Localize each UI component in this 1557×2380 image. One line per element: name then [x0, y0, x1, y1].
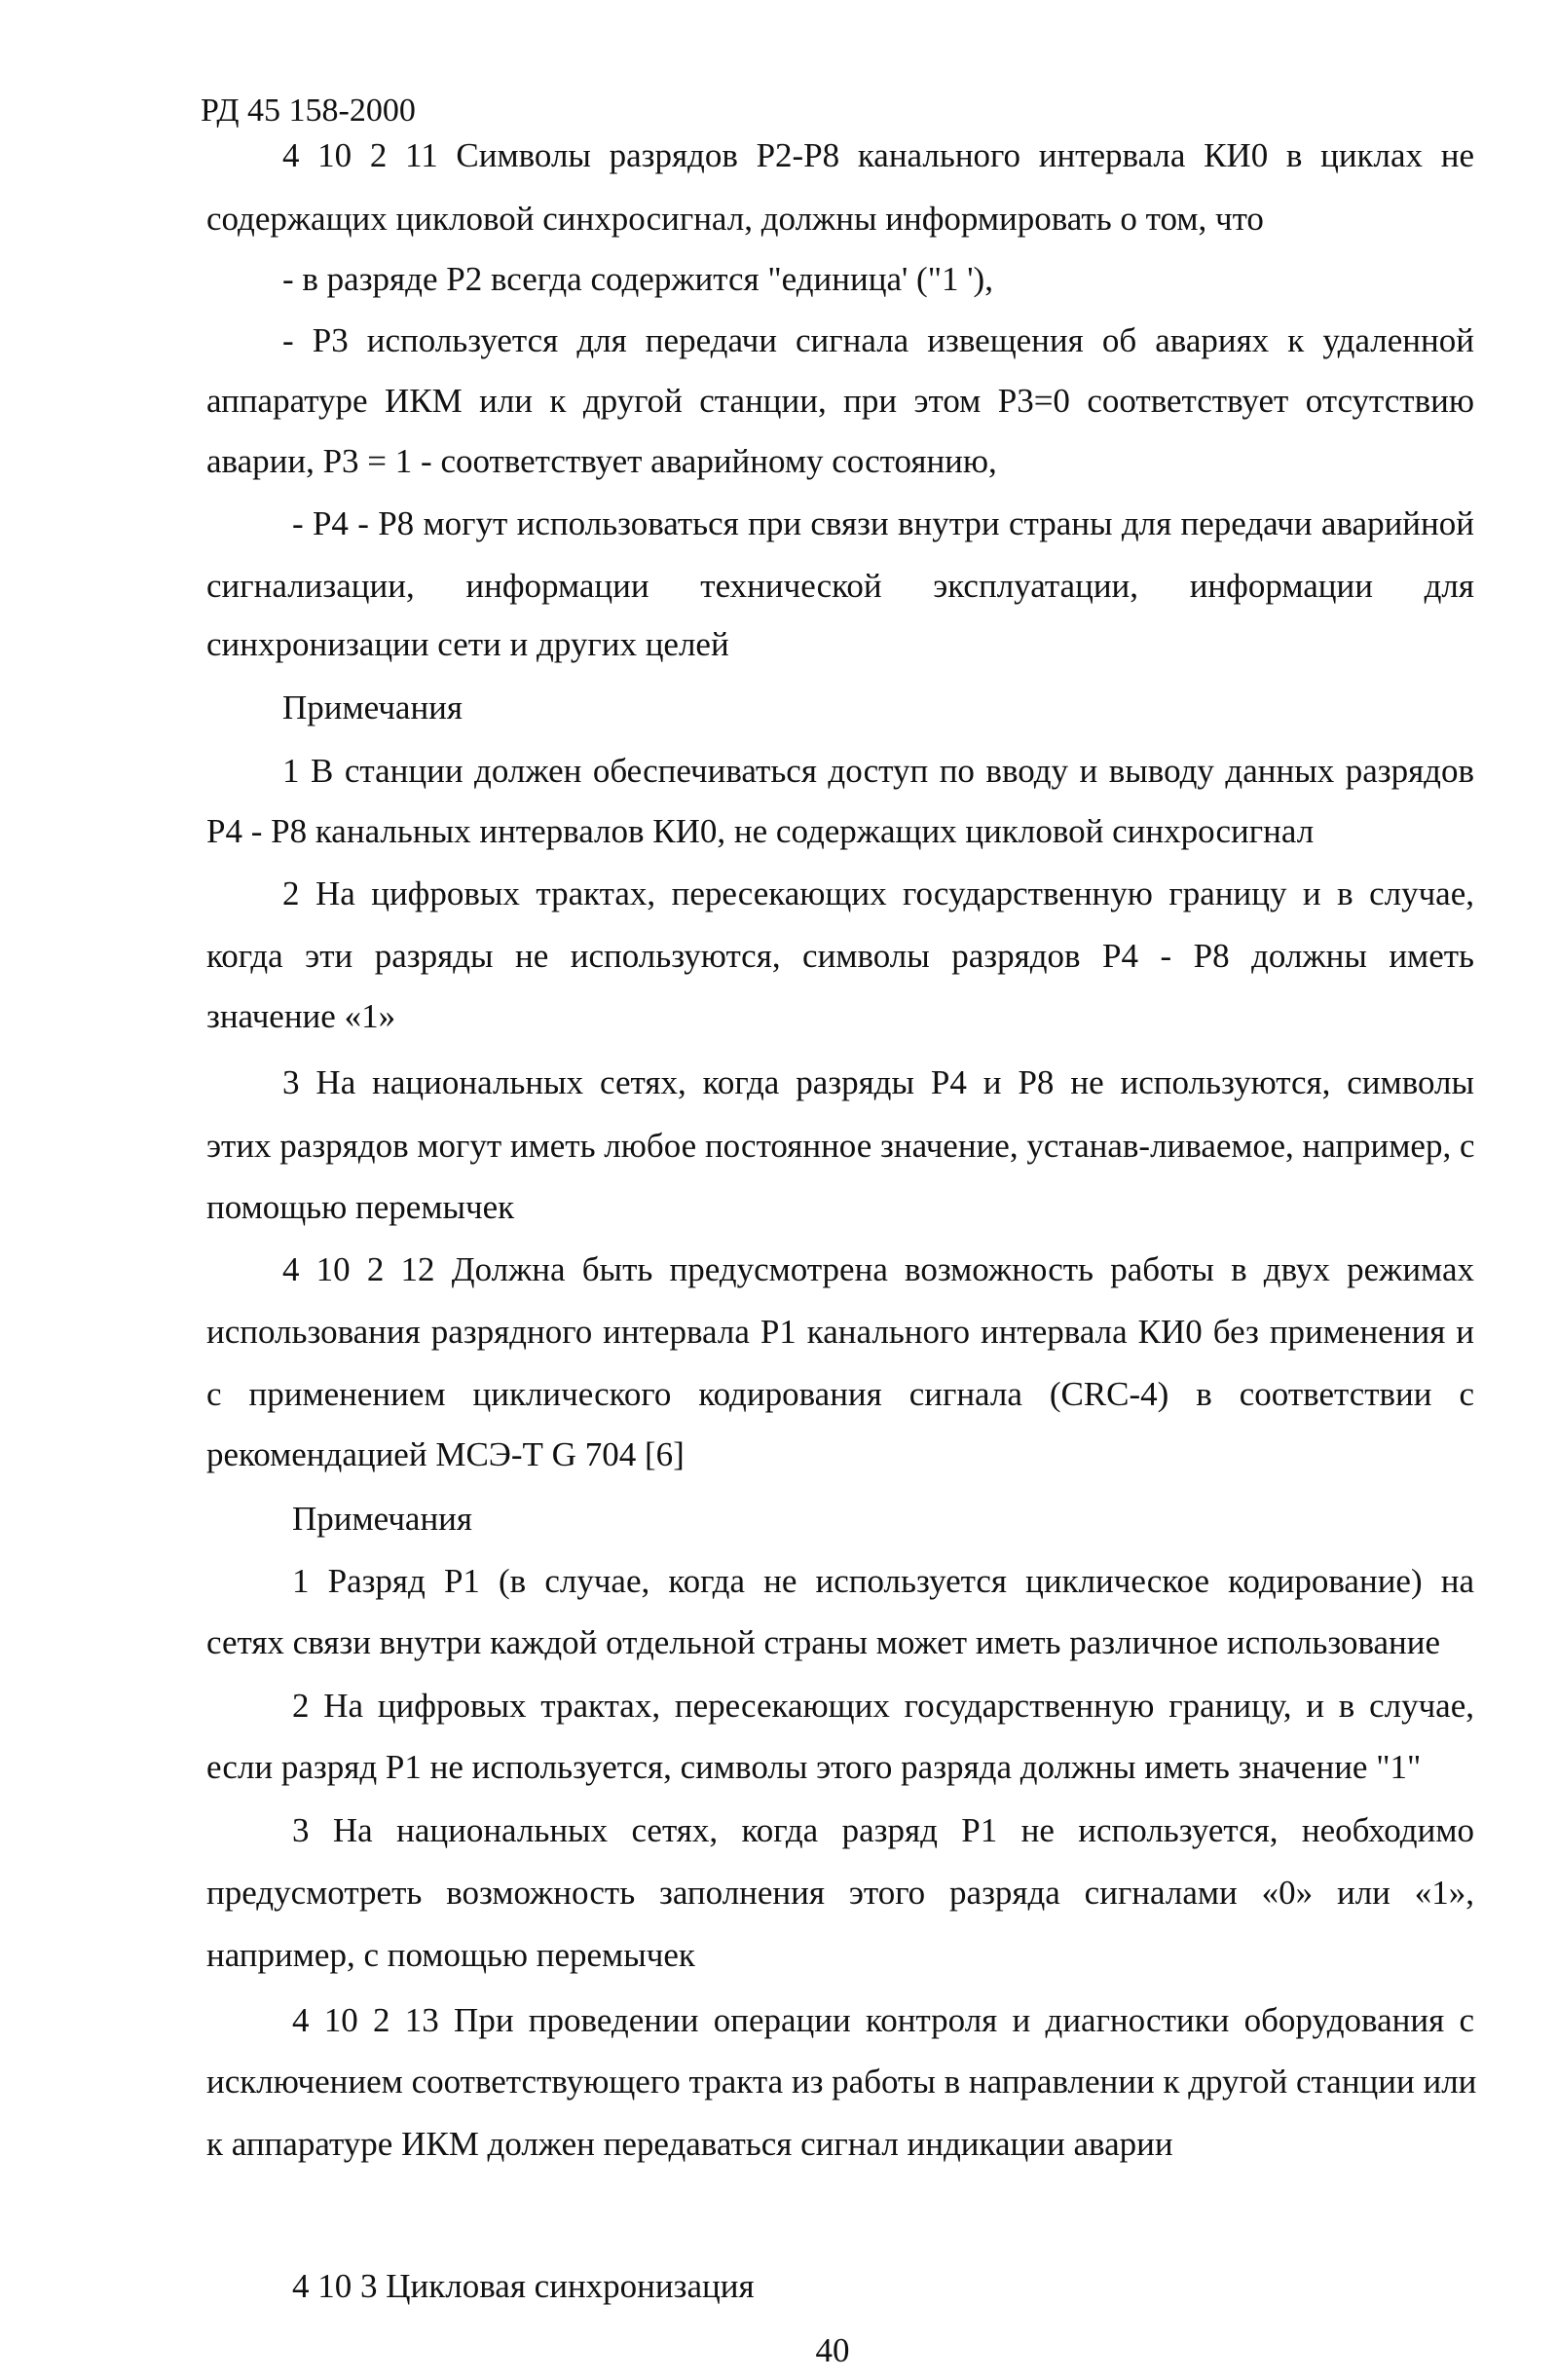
text-line: 1 Разряд Р1 (в случае, когда не используется циклическое кодирование) на [292, 1562, 1474, 1600]
text-line: синхронизации сети и других целей [206, 625, 729, 663]
text-line: 4 10 2 12 Должна быть предусмотрена возможность работы в двух режимах [282, 1250, 1474, 1288]
text-line: когда эти разряды не используются, символы разрядов Р4 - Р8 должны иметь [206, 937, 1474, 975]
text-line: содержащих цикловой синхросигнал, должны информировать о том, что [206, 200, 1264, 238]
section-heading: 4 10 3 Цикловая синхронизация [292, 2267, 755, 2305]
text-line: аппаратуре ИКМ или к другой станции, при этом Р3=0 соответствует отсутствию [206, 382, 1474, 420]
text-line: - в разряде Р2 всегда содержится "единица' ("1 '), [282, 260, 993, 298]
text-line: 1 В станции должен обеспечиваться доступ по вводу и выводу данных разрядов [282, 752, 1474, 790]
page-number: 40 [815, 2331, 850, 2369]
document-code-header: РД 45 158-2000 [201, 93, 416, 129]
text-line: использования разрядного интервала Р1 канального интервала КИ0 без применения и [206, 1313, 1474, 1351]
text-line: рекомендацией МСЭ-Т G 704 [6] [206, 1435, 685, 1473]
text-line: 4 10 2 11 Символы разрядов Р2-Р8 канального интервала КИ0 в циклах не [282, 136, 1474, 174]
text-line: предусмотреть возможность заполнения этого разряда сигналами «0» или «1», [206, 1874, 1474, 1912]
text-line: Р4 - Р8 канальных интервалов КИ0, не содержащих цикловой синхросигнал [206, 812, 1315, 850]
text-line: сетях связи внутри каждой отдельной страны может иметь различное использование [206, 1623, 1441, 1661]
text-line: с применением циклического кодирования сигнала (CRC-4) в соответствии с [206, 1375, 1474, 1413]
text-line: 2 На цифровых трактах, пересекающих государственную границу и в случае, [282, 874, 1474, 912]
notes-heading: Примечания [282, 688, 463, 726]
text-line: например, с помощью перемычек [206, 1936, 695, 1974]
text-line: - Р3 используется для передачи сигнала извещения об авариях к удаленной [282, 321, 1474, 359]
text-line: исключением соответствующего тракта из работы в направлении к другой станции или [206, 2063, 1477, 2101]
text-line: если разряд Р1 не используется, символы этого разряда должны иметь значение "1" [206, 1748, 1422, 1786]
text-line: 4 10 2 13 При проведении операции контроля и диагностики оборудования с [292, 2001, 1474, 2039]
notes-heading: Примечания [292, 1500, 473, 1538]
text-line: помощью перемычек [206, 1188, 515, 1226]
text-line: к аппаратуре ИКМ должен передаваться сигнал индикации аварии [206, 2125, 1173, 2163]
text-line: сигнализации, информации технической эксплуатации, информации для [206, 567, 1474, 605]
text-line: этих разрядов могут иметь любое постоянное значение, устанав-ливаемое, например, с [206, 1127, 1475, 1165]
text-line: 3 На национальных сетях, когда разряды Р4 и Р8 не используются, символы [282, 1063, 1474, 1101]
text-line: 3 На национальных сетях, когда разряд Р1 не используется, необходимо [292, 1811, 1474, 1849]
text-line: - Р4 - Р8 могут использоваться при связи внутри страны для передачи аварийной [292, 504, 1474, 542]
text-line: значение «1» [206, 997, 396, 1035]
text-line: аварии, Р3 = 1 - соответствует аварийному состоянию, [206, 442, 997, 480]
text-line: 2 На цифровых трактах, пересекающих государственную границу, и в случае, [292, 1687, 1474, 1725]
